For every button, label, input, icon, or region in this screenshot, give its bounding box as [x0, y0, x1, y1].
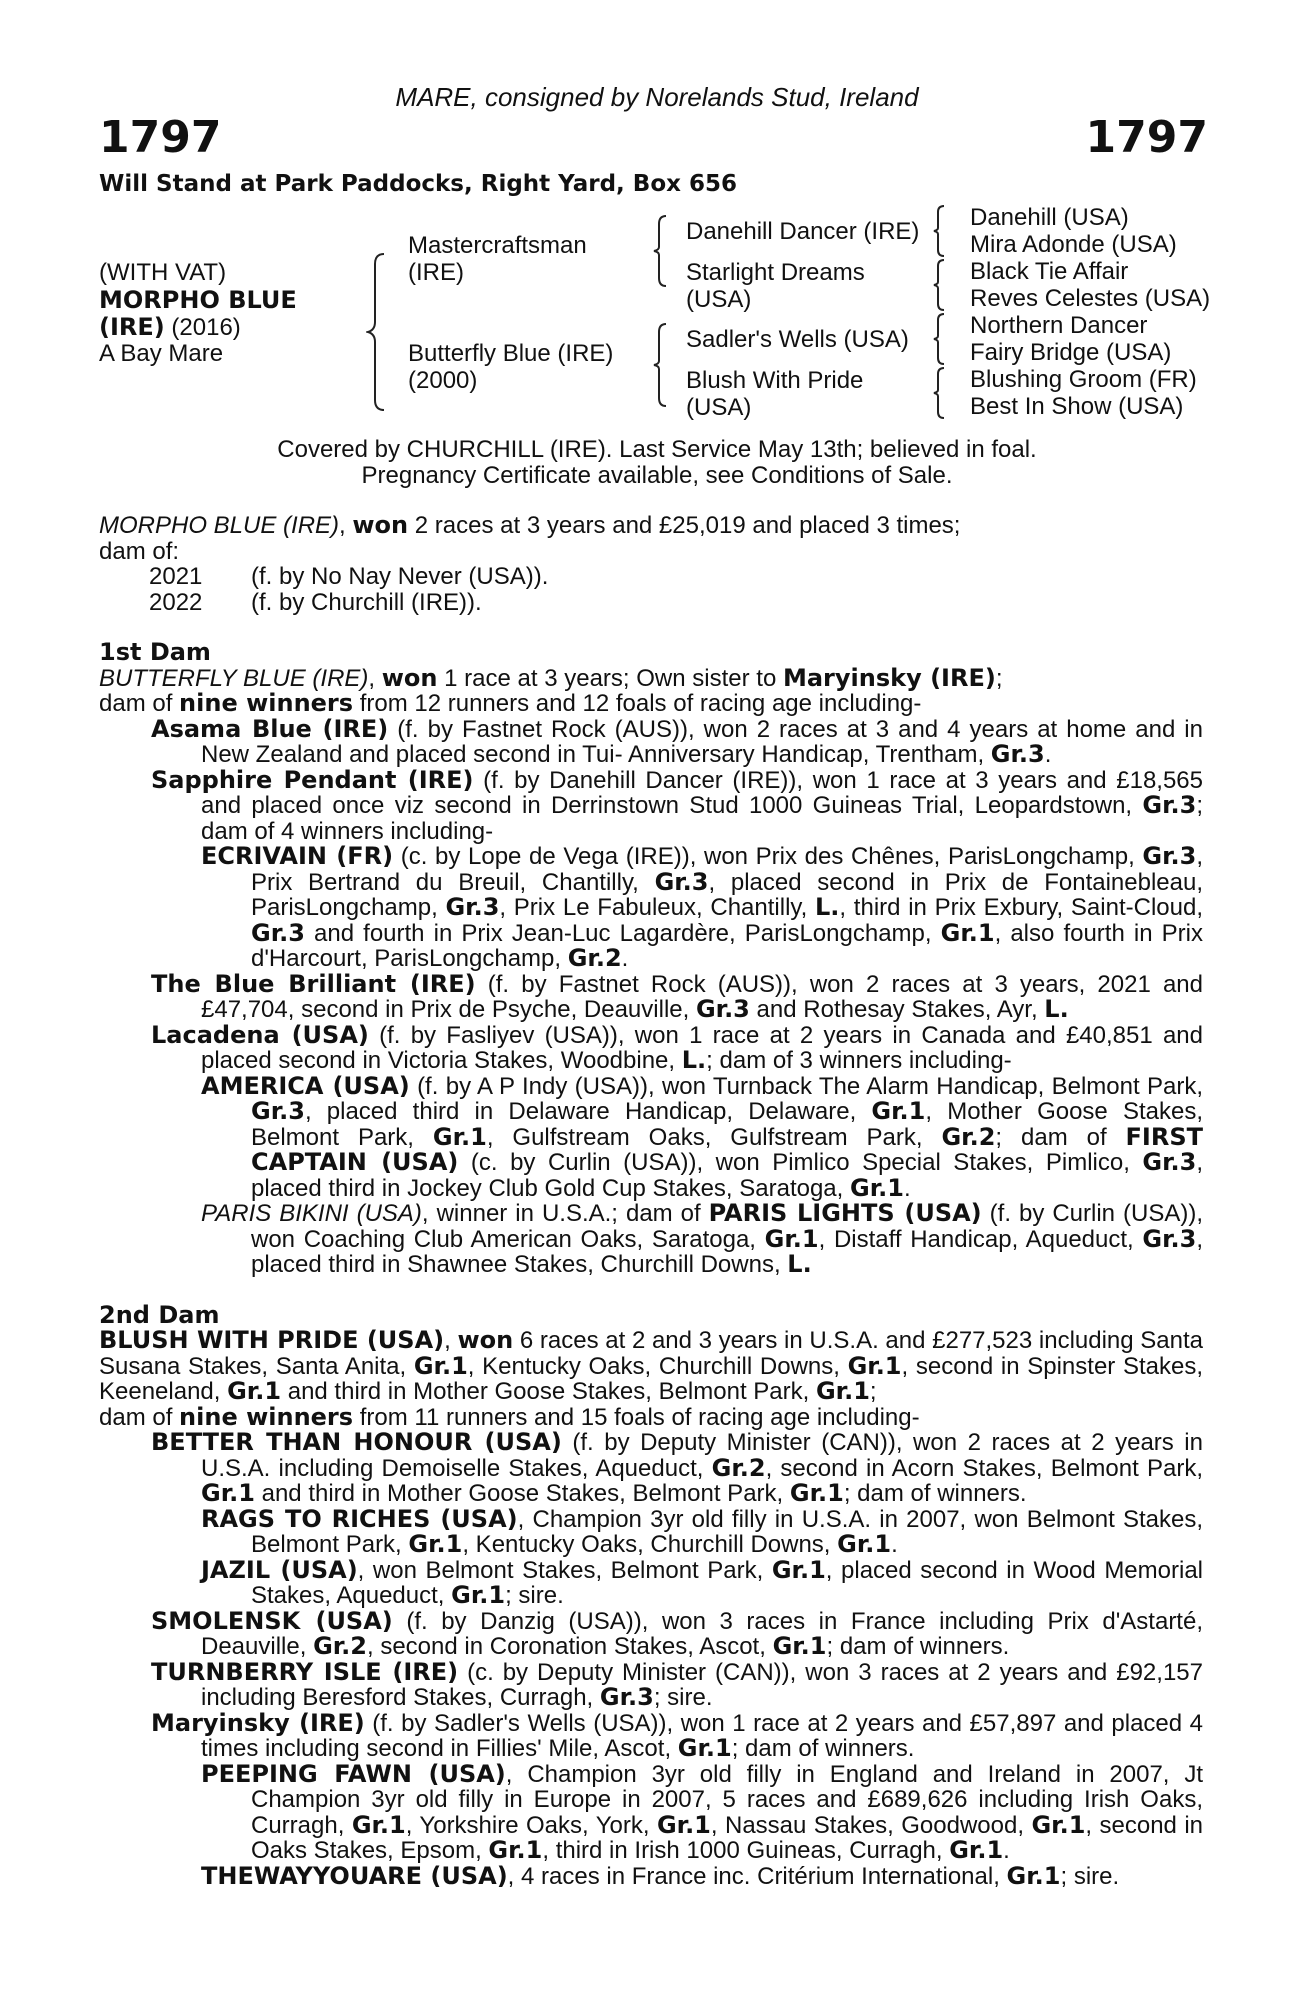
gs1-brace: [932, 204, 946, 258]
text-segment: , placed third in Jockey Club Gold Cup Stakes, Saratoga,: [251, 1149, 1204, 1202]
text-segment: (f. by Curlin (USA)), won Coaching Club American Oaks, Saratoga,: [251, 1200, 1203, 1253]
text-segment: , won Belmont Stakes, Belmont Park,: [357, 1556, 772, 1584]
text-segment: , third in Prix Exbury, Saint-Cloud,: [839, 894, 1203, 921]
text-segment: ; dam of 4 winners including-: [201, 792, 1203, 845]
dam-year: (2000): [408, 367, 478, 394]
progeny-entry: [99, 969, 1203, 1023]
text-segment: , second in Spinster Stakes, Keeneland,: [99, 1352, 1203, 1405]
grand-progeny-entry: [99, 1861, 1203, 1890]
grand-progeny-entry: [99, 1759, 1204, 1864]
horse-name: MORPHO BLUE: [99, 286, 297, 314]
text-segment: , Nassau Stakes, Goodwood,: [710, 1811, 1032, 1839]
text-segment: Gr.1: [949, 1836, 1004, 1864]
text-segment: , Kentucky Oaks, Churchill Downs,: [467, 1352, 848, 1380]
text-segment: , third in Irish 1000 Guineas, Curragh,: [542, 1837, 950, 1864]
sire-country: (IRE): [408, 259, 464, 286]
text-segment: Gr.1: [1006, 1861, 1061, 1890]
text-segment: (f. by Danzig (USA)), won 3 races in France including Prix d'Astarté, Deauville,: [201, 1607, 1203, 1660]
text-segment: FIRST CAPTAIN (USA): [251, 1122, 1203, 1176]
gs2-brace: [932, 312, 946, 366]
text-segment: Gr.1: [201, 1479, 255, 1507]
progeny-entry: [99, 1020, 1203, 1074]
grandsire-maternal: Sadler's Wells (USA): [686, 326, 909, 353]
sire-name: Mastercraftsman: [408, 232, 587, 259]
dam-of-label: dam of:: [99, 537, 180, 565]
progeny-entry: [99, 714, 1203, 768]
text-segment: Gr.1: [488, 1836, 543, 1864]
text-segment: , Distaff Handicap, Aqueduct,: [818, 1225, 1143, 1253]
foal-2022: 2022 (f. by Churchill (IRE)).: [149, 588, 482, 616]
ggp-8: Best In Show (USA): [970, 393, 1184, 420]
grandsire-paternal: Danehill Dancer (IRE): [686, 218, 920, 245]
text-segment: , placed third in Delaware Handicap, Delaware,: [304, 1098, 872, 1125]
text-segment: Gr.1: [771, 1555, 826, 1584]
granddam-paternal-country: (USA): [686, 286, 752, 313]
text-segment: , second in Acorn Stakes, Belmont Park,: [765, 1454, 1203, 1482]
text-segment: ECRIVAIN (FR): [201, 842, 394, 870]
text-segment: , 4 races in France inc. Critérium International,: [507, 1862, 1007, 1890]
text-segment: Gr.1: [451, 1581, 506, 1609]
lot-number-left: 1797: [99, 112, 222, 163]
text-segment: Gr.3: [251, 918, 305, 947]
text-segment: PARIS LIGHTS (USA): [708, 1199, 982, 1227]
text-segment: Gr.1: [413, 1351, 468, 1380]
race-record: MORPHO BLUE (IRE), won 2 races at 3 years and £25,019 and placed 3 times;: [99, 511, 961, 539]
text-segment: and fourth in Prix Jean-Luc Lagardère, ParisLongchamp,: [304, 919, 941, 947]
first-dam-progeny: [99, 714, 1204, 1278]
first-dam-winners: dam of nine winners from 12 runners and 12 foals of racing age including-: [99, 689, 922, 717]
text-segment: Gr.3: [445, 893, 500, 921]
text-segment: , second in Coronation Stakes, Ascot,: [367, 1633, 773, 1660]
text-segment: , also fourth in Prix d'Harcourt, ParisLongchamp,: [251, 919, 1203, 972]
text-segment: Gr.3: [599, 1683, 654, 1711]
second-dam-progeny: [99, 1430, 1203, 1889]
text-segment: , Kentucky Oaks, Churchill Downs,: [462, 1531, 838, 1558]
text-segment: (c. by Curlin (USA)), won Pimlico Special Stakes, Pimlico,: [458, 1149, 1143, 1176]
text-segment: Gr.1: [815, 1377, 870, 1405]
text-segment: Gr.1: [656, 1810, 711, 1839]
text-segment: Gr.1: [432, 1122, 487, 1151]
text-segment: , placed second in Wood Memorial Stakes, Aqueduct,: [251, 1556, 1203, 1609]
gd2-brace: [932, 366, 946, 420]
text-segment: .: [903, 1174, 911, 1202]
horse-name-suffix: (IRE) (2016): [99, 313, 241, 341]
horse-description: A Bay Mare: [99, 340, 224, 367]
text-segment: BETTER THAN HONOUR (USA): [151, 1428, 562, 1456]
text-segment: Gr.3: [654, 867, 709, 896]
text-segment: L.: [815, 893, 840, 921]
text-segment: (f. by Deputy Minister (CAN)), won 2 races at 2 years in U.S.A. including Demoiselle Stakes, Aqueduct,: [201, 1429, 1203, 1482]
text-segment: and Rothesay Stakes, Ayr,: [749, 996, 1045, 1023]
text-segment: (f. by A P Indy (USA)), won Turnback The Alarm Handicap, Belmont Park,: [409, 1072, 1204, 1100]
progeny-entry: [99, 1606, 1203, 1660]
text-segment: JAZIL (USA): [201, 1555, 358, 1584]
text-segment: , second in Oaks Stakes, Epsom,: [251, 1811, 1204, 1864]
text-segment: , Prix Bertrand du Breuil, Chantilly,: [251, 843, 1203, 896]
text-segment: PEEPING FAWN (USA): [201, 1759, 506, 1788]
ggp-5: Northern Dancer: [970, 312, 1148, 339]
grand-progeny-entry: [99, 1504, 1203, 1558]
text-segment: Gr.3: [1142, 1224, 1197, 1253]
text-segment: Gr.3: [695, 995, 750, 1023]
vat-label: (WITH VAT): [99, 259, 227, 286]
text-segment: , Gulfstream Oaks, Gulfstream Park,: [486, 1123, 942, 1151]
text-segment: (f. by Fastnet Rock (AUS)), won 2 races at 3 and 4 years at home and in New Zealand and placed second in Tui- Anniversary Handicap, Trentham,: [201, 715, 1203, 768]
grand-progeny-entry: [99, 1555, 1203, 1609]
lot-number-right: 1797: [1085, 112, 1208, 163]
sire-brace: [652, 214, 668, 288]
text-segment: SMOLENSK (USA): [151, 1606, 393, 1635]
text-segment: Gr.2: [313, 1632, 367, 1660]
text-segment: ; dam of: [995, 1123, 1126, 1151]
ggp-6: Fairy Bridge (USA): [970, 339, 1172, 366]
text-segment: 6 races at 2 and 3 years in U.S.A. and £277,523 including Santa Susana Stakes, Santa Anita,: [99, 1327, 1204, 1380]
text-segment: Gr.1: [789, 1479, 844, 1507]
text-segment: (f. by Danehill Dancer (IRE)), won 1 race at 3 years and £18,565 and placed once viz second in Derrinstown Stud 1000 Guineas Trial, Leopardstown,: [201, 766, 1203, 819]
text-segment: , placed third in Shawnee Stakes, Churchill Downs,: [251, 1225, 1203, 1278]
text-segment: ;: [869, 1378, 877, 1405]
text-segment: Gr.1: [772, 1632, 827, 1660]
text-segment: , Yorkshire Oaks, York,: [405, 1811, 657, 1839]
text-segment: L.: [787, 1250, 812, 1278]
dam-brace: [652, 322, 668, 408]
text-segment: (f. by Fasliyev (USA)), won 1 race at 2 years in Canada and £40,851 and placed second in Victoria Stakes, Woodbine,: [201, 1021, 1203, 1074]
covering-note: Covered by CHURCHILL (IRE). Last Service May 13th; believed in foal.: [277, 436, 1037, 463]
text-segment: Gr.2: [941, 1122, 996, 1151]
text-segment: Gr.1: [850, 1173, 904, 1202]
text-segment: Gr.1: [351, 1810, 406, 1839]
text-segment: Maryinsky (IRE): [151, 1708, 365, 1737]
text-segment: PARIS BIKINI (USA): [201, 1200, 422, 1227]
progeny-entry: [99, 765, 1203, 845]
text-segment: , winner in U.S.A.; dam of: [421, 1200, 709, 1227]
text-segment: ; dam of winners.: [826, 1633, 1010, 1660]
text-segment: ; sire.: [653, 1684, 713, 1711]
text-segment: .: [621, 945, 629, 972]
text-segment: Gr.2: [567, 944, 622, 972]
second-dam-winners: dam of nine winners from 11 runners and 15 foals of racing age including-: [99, 1402, 920, 1431]
text-segment: ; sire.: [505, 1582, 564, 1609]
text-segment: THEWAYYOUARE (USA): [201, 1861, 508, 1890]
text-segment: Gr.3: [1142, 1148, 1197, 1176]
text-segment: The Blue Brilliant (IRE): [151, 969, 476, 998]
text-segment: .: [1003, 1837, 1010, 1864]
text-segment: Gr.1: [847, 1351, 902, 1380]
second-dam-intro: BLUSH WITH PRIDE (USA), won 6 races at 2 and 3 years in U.S.A. and £277,523 including Santa Susana Stakes, Santa Anita, Gr.1, Kentucky Oaks, Churchill Downs, Gr.1, second in Spinster Stakes, Keeneland, Gr.1 and third in Mother Goose Stakes, Belmont Park, Gr.1;: [99, 1326, 1204, 1405]
first-dam-heading: 1st Dam: [99, 638, 211, 666]
text-segment: and third in Mother Goose Stakes, Belmont Park,: [254, 1480, 790, 1507]
pregnancy-note: Pregnancy Certificate available, see Conditions of Sale.: [361, 462, 953, 489]
text-segment: ; sire.: [1060, 1862, 1120, 1890]
text-segment: Gr.1: [677, 1734, 732, 1762]
ggp-2: Mira Adonde (USA): [970, 231, 1177, 258]
text-segment: L.: [1044, 995, 1069, 1023]
text-segment: , Champion 3yr old filly in U.S.A. in 2007, won Belmont Stakes, Belmont Park,: [251, 1505, 1203, 1558]
text-segment: Gr.1: [871, 1097, 926, 1125]
progeny-entry: [99, 1430, 1203, 1507]
text-segment: Gr.2: [711, 1453, 766, 1482]
text-segment: TURNBERRY ISLE (IRE): [151, 1657, 459, 1686]
text-segment: , Prix Le Fabuleux, Chantilly,: [499, 894, 815, 921]
text-segment: ; dam of 3 winners including-: [706, 1047, 1012, 1074]
text-segment: Gr.3: [251, 1097, 305, 1125]
text-segment: (f. by Fastnet Rock (AUS)), won 2 races at 3 years, 2021 and £47,704, second in Prix de Psyche, Deauville,: [201, 970, 1203, 1023]
gd1-brace: [932, 258, 946, 312]
text-segment: RAGS TO RICHES (USA): [201, 1504, 518, 1533]
ggp-3: Black Tie Affair: [970, 258, 1129, 285]
grand-progeny-entry: [99, 1071, 1204, 1202]
progeny-entry: [99, 1657, 1203, 1711]
text-segment: and third in Mother Goose Stakes, Belmont Park,: [281, 1378, 816, 1405]
text-segment: ; dam of winners.: [731, 1735, 915, 1762]
progeny-entry: [99, 1708, 1203, 1762]
granddam-maternal-country: (USA): [686, 394, 752, 421]
ggp-4: Reves Celestes (USA): [970, 285, 1211, 312]
ggp-7: Blushing Groom (FR): [970, 366, 1197, 393]
second-dam-heading: 2nd Dam: [99, 1300, 220, 1329]
text-segment: Gr.1: [837, 1530, 892, 1558]
catalogue-body: [99, 513, 1203, 1889]
ggp-1: Danehill (USA): [970, 204, 1129, 231]
text-segment: Gr.1: [227, 1377, 282, 1405]
consignment-line: MARE, consigned by Norelands Stud, Ireland: [395, 82, 919, 112]
text-segment: , Champion 3yr old filly in England and Ireland in 2007, Jt Champion 3yr old filly in Europe in 2007, 5 races and £689,626 including Irish Oaks, Curragh,: [251, 1760, 1204, 1839]
sire-dam-brace: [366, 252, 386, 412]
first-dam-intro: BUTTERFLY BLUE (IRE), won 1 race at 3 years; Own sister to Maryinsky (IRE);: [99, 663, 1003, 692]
stand-location: Will Stand at Park Paddocks, Right Yard, Box 656: [99, 171, 737, 197]
text-segment: (c. by Lope de Vega (IRE)), won Prix des Chênes, ParisLongchamp,: [393, 843, 1143, 870]
text-segment: Gr.1: [940, 918, 995, 947]
text-segment: Gr.3: [1142, 842, 1197, 870]
granddam-paternal: Starlight Dreams: [686, 259, 865, 286]
text-segment: Gr.1: [1031, 1810, 1086, 1839]
grand-progeny-entry: [99, 844, 1203, 972]
text-segment: .: [1044, 741, 1052, 768]
text-segment: Gr.1: [408, 1530, 463, 1558]
foal-2021: 2021 (f. by No Nay Never (USA)).: [149, 563, 549, 590]
text-segment: Gr.3: [990, 740, 1045, 768]
dam-name: Butterfly Blue (IRE): [408, 340, 614, 367]
grand-progeny-entry: [99, 1201, 1203, 1278]
text-segment: L.: [681, 1046, 707, 1074]
text-segment: Gr.1: [764, 1224, 819, 1253]
text-segment: Asama Blue (IRE): [151, 714, 389, 743]
text-segment: , placed second in Prix de Fontainebleau, ParisLongchamp,: [251, 868, 1203, 921]
text-segment: AMERICA (USA): [201, 1071, 410, 1100]
text-segment: ; dam of winners.: [843, 1480, 1027, 1507]
text-segment: .: [891, 1531, 898, 1558]
text-segment: (f. by Sadler's Wells (USA)), won 1 race at 2 years and £57,897 and placed 4 times including second in Fillies' Mile, Ascot,: [201, 1709, 1203, 1762]
text-segment: Sapphire Pendant (IRE): [151, 765, 474, 794]
text-segment: Gr.3: [1142, 791, 1197, 819]
text-segment: , Mother Goose Stakes, Belmont Park,: [251, 1098, 1203, 1151]
text-segment: (c. by Deputy Minister (CAN)), won 3 races at 2 years and £92,157 including Beresford Stakes, Curragh,: [201, 1658, 1203, 1711]
text-segment: Lacadena (USA): [151, 1020, 369, 1049]
granddam-maternal: Blush With Pride: [686, 367, 864, 394]
